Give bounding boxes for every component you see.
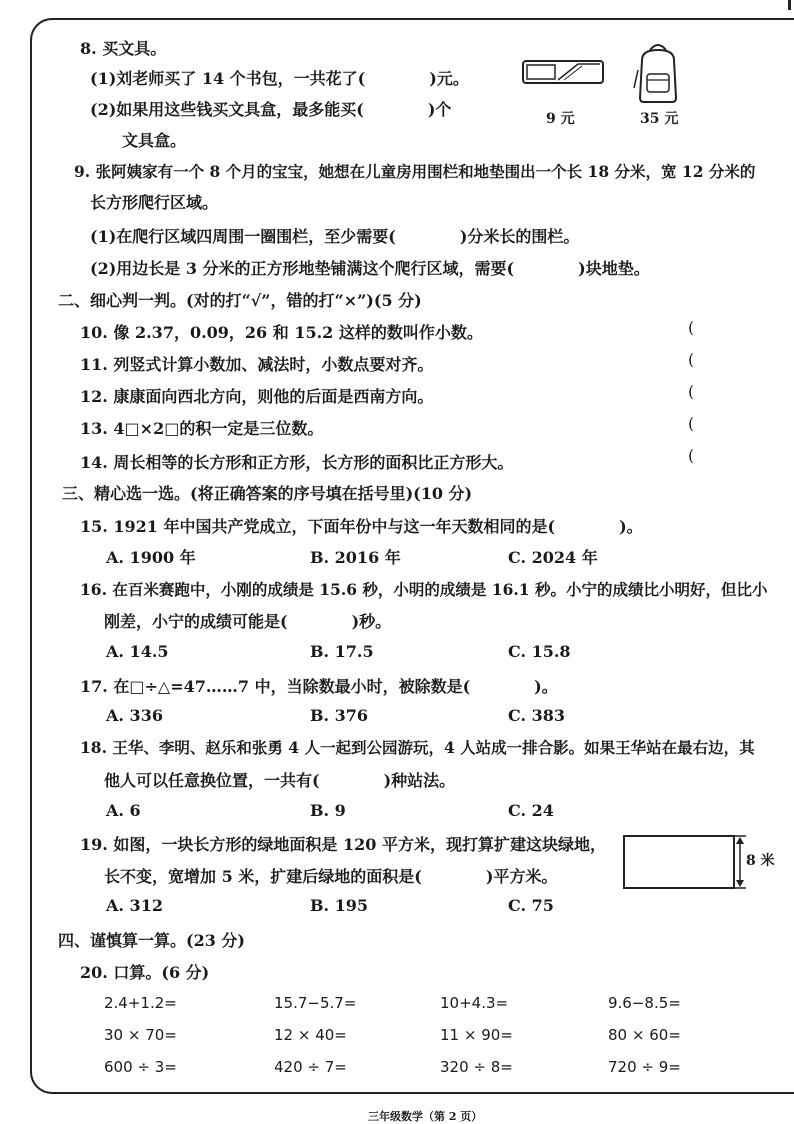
q17-option-c: C. 383	[508, 706, 565, 725]
q15-option-b: B. 2016 年	[310, 548, 401, 567]
q8-part1: (1)刘老师买了 14 个书包，一共花了( )元。	[90, 69, 469, 88]
answer-paren: (	[688, 318, 695, 337]
calc-item: 600 ÷ 3=	[104, 1058, 177, 1076]
answer-paren: (	[688, 382, 695, 401]
q19-option-b: B. 195	[310, 896, 369, 915]
calc-item: 420 ÷ 7=	[274, 1058, 347, 1076]
judge-item: 13. 4□×2□的积一定是三位数。	[80, 419, 324, 438]
q8-part2: (2)如果用这些钱买文具盒，最多能买( )个	[90, 100, 452, 119]
calc-item: 12 × 40=	[274, 1026, 347, 1044]
judge-item: 11. 列竖式计算小数加、减法时，小数点要对齐。	[80, 355, 434, 374]
q17-stem: 17. 在□÷△=47……7 中，当除数最小时，被除数是( )。	[80, 677, 558, 696]
q17-option-a: A. 336	[106, 706, 163, 725]
q18-option-a: A. 6	[106, 801, 141, 820]
backpack-icon	[630, 40, 686, 106]
q16-stem-cont: 刚差，小宁的成绩可能是( )秒。	[104, 612, 392, 631]
q9-stem-cont: 长方形爬行区域。	[90, 193, 219, 212]
q18-stem: 18. 王华、李明、赵乐和张勇 4 人一起到公园游玩，4 人站成一排合影。如果王华站在最右边，其	[80, 738, 755, 757]
calc-item: 720 ÷ 9=	[608, 1058, 681, 1076]
answer-paren: (	[688, 414, 695, 433]
q9-part2: (2)用边长是 3 分米的正方形地垫铺满这个爬行区域，需要( )块地垫。	[90, 259, 650, 278]
judge-item: 14. 周长相等的长方形和正方形，长方形的面积比正方形大。	[80, 453, 514, 472]
calc-item: 10+4.3=	[440, 994, 509, 1012]
q8-title: 8. 买文具。	[80, 39, 167, 58]
q18-option-c: C. 24	[508, 801, 554, 820]
q16-option-a: A. 14.5	[106, 642, 169, 661]
pencil-case-icon	[520, 58, 606, 88]
q15-stem: 15. 1921 年中国共产党成立，下面年份中与这一年天数相同的是( )。	[80, 517, 643, 536]
calc-item: 9.6−8.5=	[608, 994, 681, 1012]
q18-option-b: B. 9	[310, 801, 346, 820]
section-3-title: 三、精心选一选。(将正确答案的序号填在括号里)(10 分)	[62, 484, 473, 503]
section-4-title: 四、谨慎算一算。(23 分)	[58, 931, 245, 950]
q18-stem-cont: 他人可以任意换位置，一共有( )种站法。	[104, 771, 456, 790]
page-corner-mark	[788, 0, 791, 10]
q19-stem: 19. 如图，一块长方形的绿地面积是 120 平方米，现打算扩建这块绿地，	[80, 835, 606, 854]
answer-paren: (	[688, 350, 695, 369]
q9-stem: 9. 张阿姨家有一个 8 个月的宝宝，她想在儿童房用围栏和地垫围出一个长 18 分米，宽 12 分米的	[74, 162, 756, 181]
judge-item: 10. 像 2.37，0.09，26 和 15.2 这样的数叫作小数。	[80, 323, 483, 342]
q19-stem-cont: 长不变，宽增加 5 米，扩建后绿地的面积是( )平方米。	[104, 867, 558, 886]
q15-option-c: C. 2024 年	[508, 548, 598, 567]
q20-title: 20. 口算。(6 分)	[80, 963, 210, 982]
calc-item: 80 × 60=	[608, 1026, 681, 1044]
calc-item: 15.7−5.7=	[274, 994, 357, 1012]
calc-item: 11 × 90=	[440, 1026, 513, 1044]
q9-part1: (1)在爬行区域四周围一圈围栏，至少需要( )分米长的围栏。	[90, 227, 580, 246]
q16-option-c: C. 15.8	[508, 642, 571, 661]
section-2-title: 二、细心判一判。(对的打“√”，错的打“×”)(5 分)	[58, 291, 422, 310]
calc-item: 320 ÷ 8=	[440, 1058, 513, 1076]
q17-option-b: B. 376	[310, 706, 369, 725]
q16-option-b: B. 17.5	[310, 642, 374, 661]
rectangle-figure	[622, 834, 752, 892]
answer-paren: (	[688, 446, 695, 465]
pencil-case-price: 9 元	[546, 111, 575, 127]
q19-option-c: C. 75	[508, 896, 554, 915]
judge-item: 12. 康康面向西北方向，则他的后面是西南方向。	[80, 387, 434, 406]
q16-stem: 16. 在百米赛跑中，小刚的成绩是 15.6 秒，小明的成绩是 16.1 秒。小宁的成绩比小明好，但比小	[80, 580, 768, 599]
width-label: 8 米	[746, 853, 775, 869]
backpack-price: 35 元	[640, 111, 679, 127]
calc-item: 2.4+1.2=	[104, 994, 177, 1012]
q8-part2-cont: 文具盒。	[122, 131, 187, 150]
calc-item: 30 × 70=	[104, 1026, 177, 1044]
q19-option-a: A. 312	[106, 896, 163, 915]
q15-option-a: A. 1900 年	[106, 548, 196, 567]
page-footer: 三年级数学（第 2 页）	[368, 1110, 483, 1123]
